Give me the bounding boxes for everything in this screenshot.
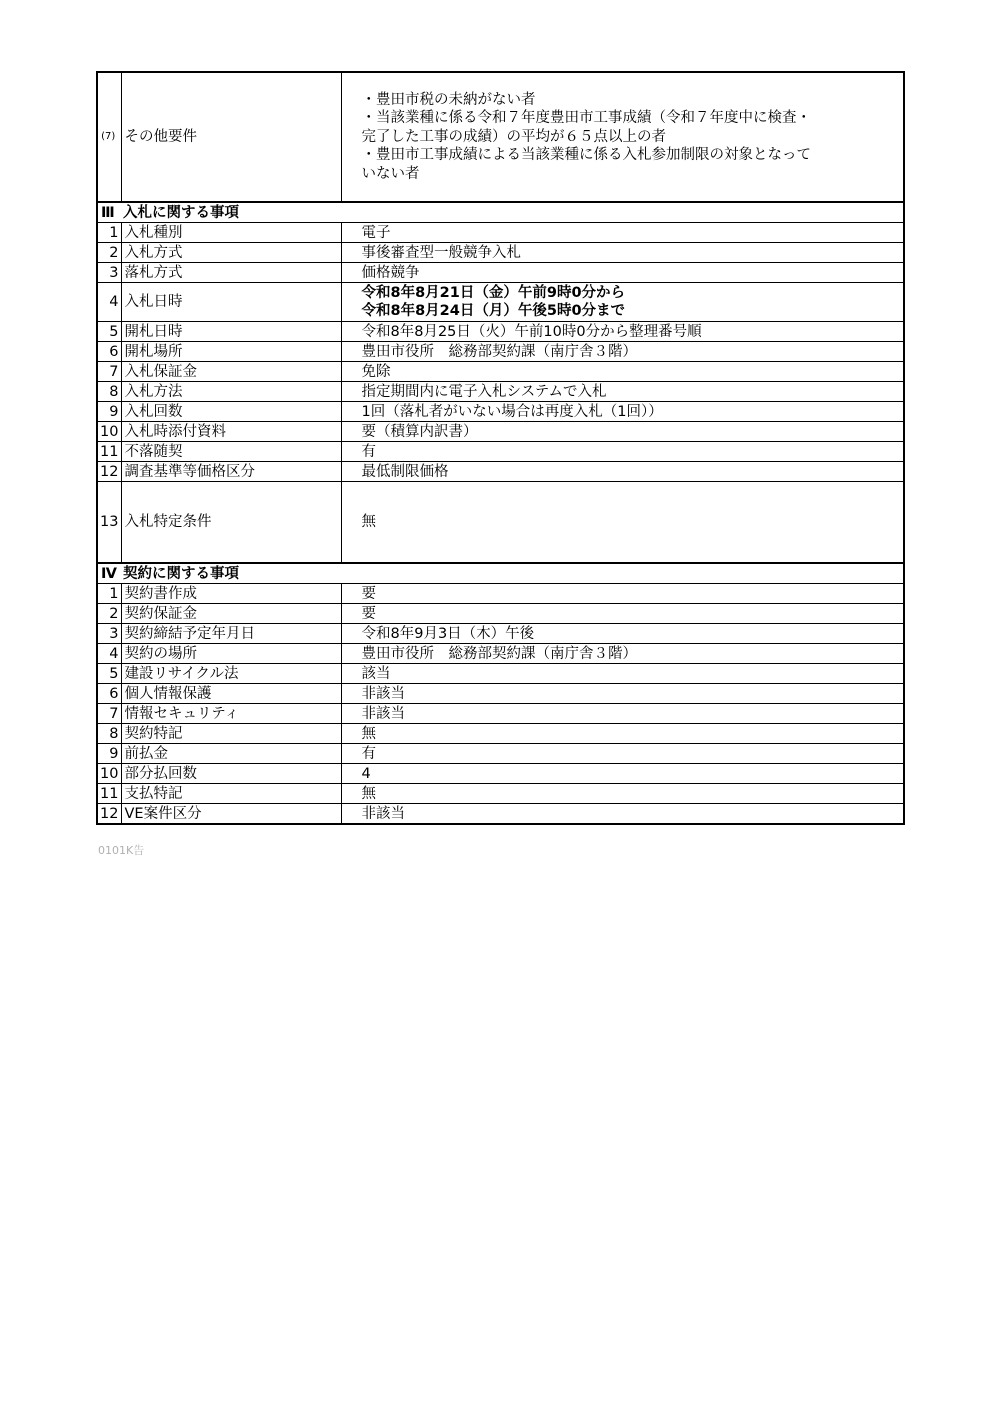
table-row xyxy=(97,362,904,382)
row-value: 1回（落札者がいない場合は再度入札（1回）） xyxy=(341,402,904,422)
row-value: 要 xyxy=(341,604,904,624)
table-row xyxy=(97,283,904,322)
row-value: 免除 xyxy=(341,362,904,382)
value-line: 令和8年8月21日（金）午前9時0分から xyxy=(361,285,626,301)
row-value: 令和8年8月25日（火）午前10時0分から整理番号順 xyxy=(341,322,904,342)
row-label: 前払金 xyxy=(121,744,341,764)
row-number: 8 xyxy=(97,724,121,744)
table-row xyxy=(97,784,904,804)
row-label: 不落随契 xyxy=(121,442,341,462)
table-row xyxy=(97,724,904,744)
row-label: 入札日時 xyxy=(121,283,341,322)
row-number: 3 xyxy=(97,624,121,644)
row-value: 豊田市役所 総務部契約課（南庁舎３階） xyxy=(341,342,904,362)
row-label: 入札種別 xyxy=(121,223,341,243)
row-label: 落札方式 xyxy=(121,263,341,283)
row-label: 契約特記 xyxy=(121,724,341,744)
row-number: 4 xyxy=(97,644,121,664)
row-value: 非該当 xyxy=(341,684,904,704)
row-number: 11 xyxy=(97,442,121,462)
row-label: VE案件区分 xyxy=(121,804,341,825)
row-label: 調査基準等価格区分 xyxy=(121,462,341,482)
row-value: 事後審査型一般競争入札 xyxy=(341,243,904,263)
row-number: 12 xyxy=(97,804,121,825)
row-label: 入札保証金 xyxy=(121,362,341,382)
table-row xyxy=(97,644,904,664)
row-label: 契約の場所 xyxy=(121,644,341,664)
row-number: 2 xyxy=(97,243,121,263)
conditions-table xyxy=(96,71,905,825)
requirement-line: いない者 xyxy=(361,165,420,182)
row-value: 要 xyxy=(341,584,904,604)
row-number: 10 xyxy=(97,764,121,784)
section-title xyxy=(97,563,904,584)
row-number: 8 xyxy=(97,382,121,402)
row-number: 4 xyxy=(97,283,121,322)
table-row xyxy=(97,624,904,644)
table-row xyxy=(97,684,904,704)
form-code: 0101K告 xyxy=(98,844,145,857)
row-number: 2 xyxy=(97,604,121,624)
table-row xyxy=(97,584,904,604)
section-numeral: Ⅳ xyxy=(101,565,117,582)
row-label: 契約書作成 xyxy=(121,584,341,604)
row-label: 入札方法 xyxy=(121,382,341,402)
row-value: 無 xyxy=(341,784,904,804)
row-label: 入札時添付資料 xyxy=(121,422,341,442)
table-row xyxy=(97,382,904,402)
row-label: 開札日時 xyxy=(121,322,341,342)
row-other-requirements xyxy=(97,72,904,202)
row-label: 支払特記 xyxy=(121,784,341,804)
table-row xyxy=(97,804,904,825)
section-numeral: Ⅲ xyxy=(101,204,115,221)
row-value: 有 xyxy=(341,442,904,462)
row-number: 12 xyxy=(97,462,121,482)
row-label: 個人情報保護 xyxy=(121,684,341,704)
row-number: 13 xyxy=(97,482,121,564)
section-title-text: 契約に関する事項 xyxy=(123,565,239,582)
row-label: 入札特定条件 xyxy=(121,482,341,564)
table-row xyxy=(97,442,904,462)
table-row xyxy=(97,744,904,764)
table-row xyxy=(97,402,904,422)
row-value: 最低制限価格 xyxy=(341,462,904,482)
row-value: 4 xyxy=(341,764,904,784)
table-row xyxy=(97,243,904,263)
table-row xyxy=(97,764,904,784)
row-label: 開札場所 xyxy=(121,342,341,362)
row-value: 無 xyxy=(341,482,904,564)
row-value: 価格競争 xyxy=(341,263,904,283)
row-value: 令和8年9月3日（木）午後 xyxy=(341,624,904,644)
row-label: その他要件 xyxy=(121,72,341,202)
section-header-bidding xyxy=(97,202,904,223)
row-number: (7) xyxy=(97,72,121,202)
row-label: 契約保証金 xyxy=(121,604,341,624)
requirement-line: 完了した工事の成績）の平均が６５点以上の者 xyxy=(361,128,666,145)
row-value: 要（積算内訳書） xyxy=(341,422,904,442)
row-label: 部分払回数 xyxy=(121,764,341,784)
table-row xyxy=(97,604,904,624)
table-row xyxy=(97,482,904,564)
requirement-line: ・当該業種に係る令和７年度豊田市工事成績（令和７年度中に検査・ xyxy=(361,110,811,127)
row-number: 7 xyxy=(97,362,121,382)
row-value: 非該当 xyxy=(341,804,904,825)
row-value: 豊田市役所 総務部契約課（南庁舎３階） xyxy=(341,644,904,664)
section-title-text: 入札に関する事項 xyxy=(123,204,239,221)
row-number: 9 xyxy=(97,402,121,422)
table-row xyxy=(97,263,904,283)
table-row xyxy=(97,342,904,362)
row-label: 入札方式 xyxy=(121,243,341,263)
row-value: 指定期間内に電子入札システムで入札 xyxy=(341,382,904,402)
row-number: 3 xyxy=(97,263,121,283)
row-value xyxy=(341,72,904,202)
row-value: 該当 xyxy=(341,664,904,684)
requirement-line: ・豊田市工事成績による当該業種に係る入札参加制限の対象となって xyxy=(361,147,811,164)
row-number: 10 xyxy=(97,422,121,442)
section-header-contract xyxy=(97,563,904,584)
section-title xyxy=(97,202,904,223)
row-value: 有 xyxy=(341,744,904,764)
row-number: 11 xyxy=(97,784,121,804)
row-label: 入札回数 xyxy=(121,402,341,422)
row-value: 電子 xyxy=(341,223,904,243)
table-row xyxy=(97,704,904,724)
row-number: 5 xyxy=(97,664,121,684)
requirement-line: ・豊田市税の未納がない者 xyxy=(361,91,536,108)
row-number: 5 xyxy=(97,322,121,342)
row-number: 6 xyxy=(97,342,121,362)
table-row xyxy=(97,664,904,684)
row-number: 6 xyxy=(97,684,121,704)
value-line: 令和8年8月24日（月）午後5時0分まで xyxy=(361,303,626,319)
row-label: 情報セキュリティ xyxy=(121,704,341,724)
row-value: 無 xyxy=(341,724,904,744)
table-row xyxy=(97,422,904,442)
row-number: 1 xyxy=(97,584,121,604)
row-number: 1 xyxy=(97,223,121,243)
table-row xyxy=(97,322,904,342)
table-row xyxy=(97,223,904,243)
row-label: 契約締結予定年月日 xyxy=(121,624,341,644)
row-number: 7 xyxy=(97,704,121,724)
row-number: 9 xyxy=(97,744,121,764)
row-value xyxy=(341,283,904,322)
row-value: 非該当 xyxy=(341,704,904,724)
table-row xyxy=(97,462,904,482)
row-label: 建設リサイクル法 xyxy=(121,664,341,684)
